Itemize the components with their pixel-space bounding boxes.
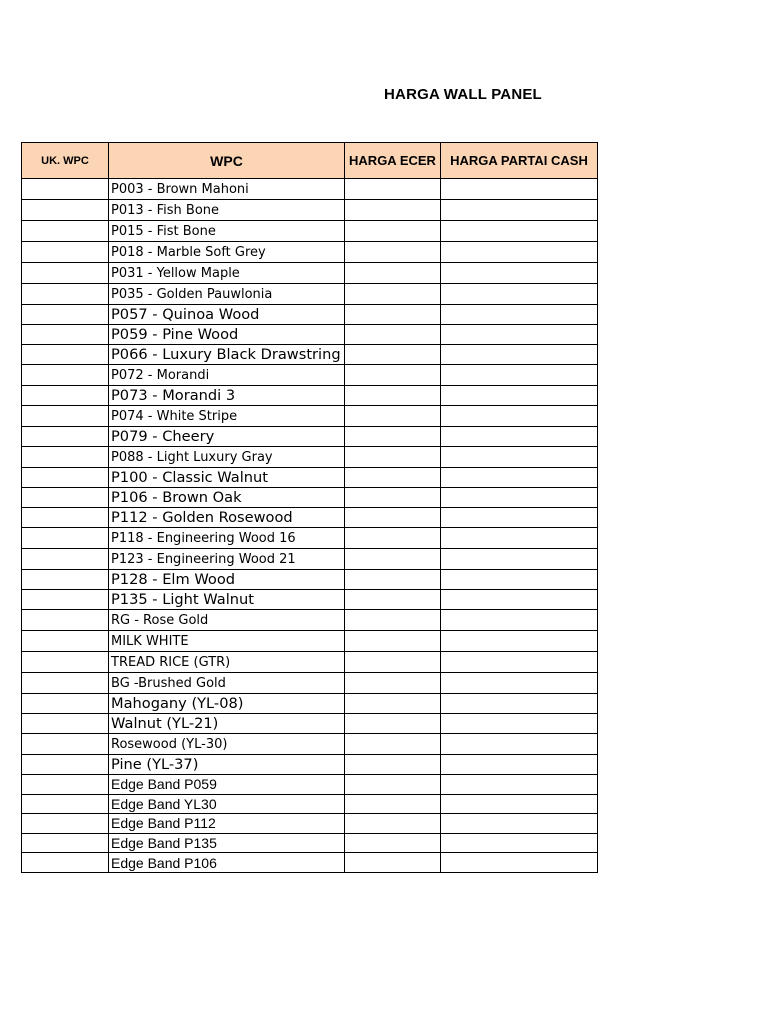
cell-wpc-name[interactable]: [109, 528, 345, 549]
cell-harga-ecer[interactable]: [345, 853, 441, 873]
cell-harga-partai-cash[interactable]: [441, 386, 598, 406]
cell-uk-wpc[interactable]: [22, 406, 109, 427]
wpc-name-text: Mahogany (YL-08): [111, 695, 244, 712]
table-row: [22, 694, 598, 714]
wpc-name-text: P015 - Fist Bone: [111, 224, 216, 239]
cell-uk-wpc[interactable]: [22, 794, 109, 814]
cell-harga-ecer[interactable]: [345, 631, 441, 652]
table-row: [22, 386, 598, 406]
wpc-name-text: P066 - Luxury Black Drawstring: [111, 346, 341, 363]
wpc-name-text: Edge Band P112: [111, 815, 216, 832]
cell-harga-ecer[interactable]: [345, 673, 441, 694]
table-row: [22, 406, 598, 427]
page-title: HARGA WALL PANEL: [384, 86, 542, 103]
cell-harga-ecer[interactable]: [345, 549, 441, 570]
cell-uk-wpc[interactable]: [22, 179, 109, 200]
wpc-name-text: P079 - Cheery: [111, 428, 215, 445]
table-row: [22, 610, 598, 631]
table-row: [22, 200, 598, 221]
table-row: [22, 734, 598, 755]
cell-harga-ecer[interactable]: [345, 447, 441, 468]
cell-wpc-name[interactable]: [109, 570, 345, 590]
cell-harga-ecer[interactable]: [345, 242, 441, 263]
cell-wpc-name[interactable]: [109, 284, 345, 305]
table-row: [22, 755, 598, 775]
cell-harga-partai-cash[interactable]: [441, 447, 598, 468]
cell-harga-ecer[interactable]: [345, 755, 441, 775]
cell-uk-wpc[interactable]: [22, 570, 109, 590]
cell-harga-ecer[interactable]: [345, 528, 441, 549]
column-header-uk-wpc[interactable]: UK. WPC: [22, 143, 109, 179]
table-row: [22, 590, 598, 610]
cell-harga-ecer[interactable]: [345, 694, 441, 714]
wpc-name-text: MILK WHITE: [111, 634, 189, 649]
cell-harga-ecer[interactable]: [345, 427, 441, 447]
wpc-name-text: Rosewood (YL-30): [111, 737, 228, 752]
cell-wpc-name[interactable]: [109, 673, 345, 694]
cell-wpc-name[interactable]: [109, 305, 345, 325]
cell-harga-ecer[interactable]: [345, 814, 441, 834]
cell-harga-ecer[interactable]: [345, 200, 441, 221]
cell-wpc-name[interactable]: [109, 242, 345, 263]
cell-uk-wpc[interactable]: [22, 734, 109, 755]
cell-harga-ecer[interactable]: [345, 833, 441, 853]
column-header-harga-ecer[interactable]: HARGA ECER: [345, 143, 441, 179]
cell-harga-ecer[interactable]: [345, 734, 441, 755]
cell-wpc-name[interactable]: [109, 325, 345, 345]
wpc-name-text: TREAD RICE (GTR): [111, 655, 231, 670]
cell-harga-partai-cash[interactable]: [441, 508, 598, 528]
cell-harga-partai-cash[interactable]: [441, 631, 598, 652]
cell-uk-wpc[interactable]: [22, 853, 109, 873]
cell-harga-partai-cash[interactable]: [441, 814, 598, 834]
wpc-name-text: Edge Band P135: [111, 835, 217, 852]
cell-wpc-name[interactable]: [109, 694, 345, 714]
cell-uk-wpc[interactable]: [22, 468, 109, 488]
table-row: [22, 345, 598, 365]
table-row: [22, 508, 598, 528]
cell-wpc-name[interactable]: [109, 447, 345, 468]
wpc-name-text: P135 - Light Walnut: [111, 591, 254, 608]
cell-harga-ecer[interactable]: [345, 325, 441, 345]
cell-uk-wpc[interactable]: [22, 714, 109, 734]
cell-harga-ecer[interactable]: [345, 365, 441, 386]
cell-harga-ecer[interactable]: [345, 775, 441, 795]
cell-uk-wpc[interactable]: [22, 508, 109, 528]
cell-uk-wpc[interactable]: [22, 263, 109, 284]
wpc-name-text: P123 - Engineering Wood 21: [111, 552, 296, 567]
cell-harga-partai-cash[interactable]: [441, 652, 598, 673]
cell-wpc-name[interactable]: [109, 468, 345, 488]
cell-wpc-name[interactable]: [109, 734, 345, 755]
cell-harga-ecer[interactable]: [345, 794, 441, 814]
cell-uk-wpc[interactable]: [22, 447, 109, 468]
wpc-name-text: Edge Band P059: [111, 776, 217, 793]
cell-uk-wpc[interactable]: [22, 488, 109, 508]
cell-uk-wpc[interactable]: [22, 549, 109, 570]
table-row: [22, 325, 598, 345]
table-row: [22, 673, 598, 694]
wpc-name-text: P074 - White Stripe: [111, 409, 238, 424]
table-row: [22, 365, 598, 386]
cell-uk-wpc[interactable]: [22, 755, 109, 775]
wpc-name-text: P072 - Morandi: [111, 368, 210, 383]
wpc-name-text: P128 - Elm Wood: [111, 571, 236, 588]
cell-harga-partai-cash[interactable]: [441, 590, 598, 610]
wpc-name-text: P088 - Light Luxury Gray: [111, 450, 273, 465]
cell-harga-partai-cash[interactable]: [441, 794, 598, 814]
table-row: [22, 468, 598, 488]
wpc-name-text: P013 - Fish Bone: [111, 203, 220, 218]
wpc-name-text: P112 - Golden Rosewood: [111, 509, 293, 526]
cell-wpc-name[interactable]: [109, 508, 345, 528]
wpc-name-text: P118 - Engineering Wood 16: [111, 531, 296, 546]
cell-harga-ecer[interactable]: [345, 284, 441, 305]
cell-harga-ecer[interactable]: [345, 508, 441, 528]
cell-uk-wpc[interactable]: [22, 694, 109, 714]
cell-harga-partai-cash[interactable]: [441, 755, 598, 775]
cell-wpc-name[interactable]: [109, 853, 345, 873]
table-row: [22, 284, 598, 305]
table-row: [22, 853, 598, 873]
cell-wpc-name[interactable]: [109, 549, 345, 570]
table-row: [22, 447, 598, 468]
wpc-name-text: P035 - Golden Pauwlonia: [111, 287, 273, 302]
wpc-name-text: Pine (YL-37): [111, 756, 199, 773]
table-row: [22, 305, 598, 325]
cell-harga-partai-cash[interactable]: [441, 833, 598, 853]
table-row: [22, 488, 598, 508]
header-row: [22, 143, 598, 179]
cell-uk-wpc[interactable]: [22, 221, 109, 242]
cell-wpc-name[interactable]: [109, 775, 345, 795]
cell-uk-wpc[interactable]: [22, 305, 109, 325]
cell-harga-ecer[interactable]: [345, 386, 441, 406]
cell-wpc-name[interactable]: [109, 631, 345, 652]
table-row: [22, 794, 598, 814]
cell-harga-partai-cash[interactable]: [441, 488, 598, 508]
table-row: [22, 775, 598, 795]
wpc-name-text: P059 - Pine Wood: [111, 326, 239, 343]
cell-harga-partai-cash[interactable]: [441, 305, 598, 325]
cell-harga-partai-cash[interactable]: [441, 714, 598, 734]
cell-harga-ecer[interactable]: [345, 179, 441, 200]
wpc-name-text: RG - Rose Gold: [111, 613, 209, 628]
cell-uk-wpc[interactable]: [22, 673, 109, 694]
wpc-name-text: P031 - Yellow Maple: [111, 266, 240, 281]
table-row: [22, 427, 598, 447]
wpc-name-text: P106 - Brown Oak: [111, 489, 242, 506]
cell-wpc-name[interactable]: [109, 263, 345, 284]
cell-wpc-name[interactable]: [109, 652, 345, 673]
table-body: [22, 179, 598, 873]
cell-harga-partai-cash[interactable]: [441, 221, 598, 242]
cell-harga-ecer[interactable]: [345, 570, 441, 590]
cell-wpc-name[interactable]: [109, 610, 345, 631]
cell-harga-partai-cash[interactable]: [441, 179, 598, 200]
cell-uk-wpc[interactable]: [22, 427, 109, 447]
cell-harga-partai-cash[interactable]: [441, 853, 598, 873]
cell-uk-wpc[interactable]: [22, 652, 109, 673]
cell-uk-wpc[interactable]: [22, 242, 109, 263]
cell-wpc-name[interactable]: [109, 386, 345, 406]
cell-wpc-name[interactable]: [109, 345, 345, 365]
cell-harga-partai-cash[interactable]: [441, 673, 598, 694]
price-table: [21, 142, 598, 873]
wpc-name-text: Walnut (YL-21): [111, 715, 219, 732]
table-row: [22, 631, 598, 652]
table-row: [22, 179, 598, 200]
wpc-name-text: Edge Band YL30: [111, 795, 217, 812]
cell-wpc-name[interactable]: [109, 179, 345, 200]
cell-harga-partai-cash[interactable]: [441, 427, 598, 447]
cell-harga-partai-cash[interactable]: [441, 263, 598, 284]
cell-harga-partai-cash[interactable]: [441, 284, 598, 305]
cell-harga-partai-cash[interactable]: [441, 528, 598, 549]
cell-uk-wpc[interactable]: [22, 325, 109, 345]
cell-harga-ecer[interactable]: [345, 652, 441, 673]
cell-harga-partai-cash[interactable]: [441, 570, 598, 590]
table-row: [22, 652, 598, 673]
table-row: [22, 528, 598, 549]
table-row: [22, 714, 598, 734]
table-row: [22, 833, 598, 853]
cell-harga-ecer[interactable]: [345, 305, 441, 325]
cell-harga-ecer[interactable]: [345, 406, 441, 427]
cell-harga-ecer[interactable]: [345, 468, 441, 488]
cell-wpc-name[interactable]: [109, 794, 345, 814]
wpc-name-text: P057 - Quinoa Wood: [111, 306, 260, 323]
wpc-name-text: P018 - Marble Soft Grey: [111, 245, 266, 260]
cell-uk-wpc[interactable]: [22, 775, 109, 795]
cell-wpc-name[interactable]: [109, 365, 345, 386]
cell-harga-partai-cash[interactable]: [441, 200, 598, 221]
cell-wpc-name[interactable]: [109, 406, 345, 427]
column-header-wpc[interactable]: WPC: [109, 143, 345, 179]
table-row: [22, 242, 598, 263]
cell-harga-partai-cash[interactable]: [441, 775, 598, 795]
cell-harga-ecer[interactable]: [345, 345, 441, 365]
cell-harga-ecer[interactable]: [345, 263, 441, 284]
wpc-name-text: P073 - Morandi 3: [111, 387, 236, 404]
cell-uk-wpc[interactable]: [22, 814, 109, 834]
cell-uk-wpc[interactable]: [22, 528, 109, 549]
cell-uk-wpc[interactable]: [22, 610, 109, 631]
wpc-name-text: BG -Brushed Gold: [111, 676, 226, 691]
cell-uk-wpc[interactable]: [22, 200, 109, 221]
cell-wpc-name[interactable]: [109, 714, 345, 734]
cell-wpc-name[interactable]: [109, 814, 345, 834]
cell-wpc-name[interactable]: [109, 221, 345, 242]
cell-harga-partai-cash[interactable]: [441, 345, 598, 365]
table-row: [22, 549, 598, 570]
table-row: [22, 221, 598, 242]
cell-wpc-name[interactable]: [109, 755, 345, 775]
cell-harga-partai-cash[interactable]: [441, 610, 598, 631]
table-row: [22, 263, 598, 284]
cell-uk-wpc[interactable]: [22, 365, 109, 386]
cell-wpc-name[interactable]: [109, 488, 345, 508]
cell-harga-partai-cash[interactable]: [441, 468, 598, 488]
cell-uk-wpc[interactable]: [22, 631, 109, 652]
cell-uk-wpc[interactable]: [22, 833, 109, 853]
cell-harga-partai-cash[interactable]: [441, 694, 598, 714]
cell-wpc-name[interactable]: [109, 200, 345, 221]
cell-uk-wpc[interactable]: [22, 345, 109, 365]
cell-harga-partai-cash[interactable]: [441, 406, 598, 427]
table-row: [22, 814, 598, 834]
cell-harga-ecer[interactable]: [345, 610, 441, 631]
cell-uk-wpc[interactable]: [22, 386, 109, 406]
cell-harga-partai-cash[interactable]: [441, 734, 598, 755]
wpc-name-text: Edge Band P106: [111, 854, 217, 871]
cell-uk-wpc[interactable]: [22, 590, 109, 610]
cell-harga-ecer[interactable]: [345, 590, 441, 610]
cell-harga-ecer[interactable]: [345, 714, 441, 734]
cell-harga-ecer[interactable]: [345, 488, 441, 508]
cell-wpc-name[interactable]: [109, 590, 345, 610]
cell-harga-partai-cash[interactable]: [441, 365, 598, 386]
column-header-harga-partai-cash[interactable]: HARGA PARTAI CASH: [441, 143, 598, 179]
cell-harga-partai-cash[interactable]: [441, 549, 598, 570]
cell-wpc-name[interactable]: [109, 833, 345, 853]
cell-harga-ecer[interactable]: [345, 221, 441, 242]
cell-harga-partai-cash[interactable]: [441, 242, 598, 263]
cell-uk-wpc[interactable]: [22, 284, 109, 305]
cell-harga-partai-cash[interactable]: [441, 325, 598, 345]
wpc-name-text: P003 - Brown Mahoni: [111, 182, 249, 197]
table-row: [22, 570, 598, 590]
cell-wpc-name[interactable]: [109, 427, 345, 447]
wpc-name-text: P100 - Classic Walnut: [111, 469, 269, 486]
